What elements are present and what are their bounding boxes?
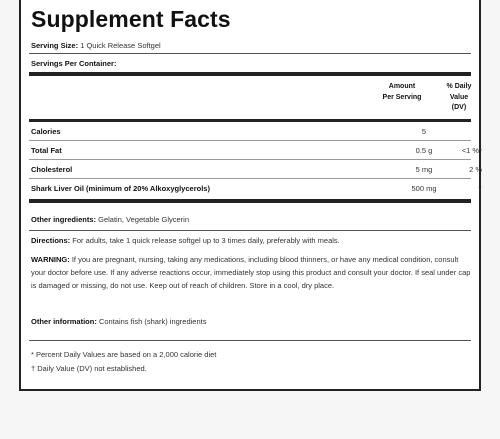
other-information-text: Contains fish (shark) ingredients xyxy=(98,317,207,326)
nutrient-name: Shark Liver Oil (minimum of 20% Alkoxyglycerols) xyxy=(31,184,210,193)
thick-divider xyxy=(29,72,471,76)
footnote-percent-dv: * Percent Daily Values are based on a 2,000 calorie diet xyxy=(31,350,217,359)
nutrient-amount: 0.5 g xyxy=(415,146,433,155)
warning-text: If you are pregnant, nursing, taking any medications, including blood thinners, or have any medical condition, consult your doctor before use. If any adverse reactions occur, immediately stop using this product and consult your doctor. If seal under cap is damaged or missing, do not use. Keep out of reach of children. Store in a cool, dry place. xyxy=(31,255,471,290)
divider xyxy=(29,230,471,231)
per-serving-header-line: Per Serving xyxy=(382,93,422,101)
divider xyxy=(29,53,471,54)
serving-size xyxy=(31,41,161,50)
panel-title: Supplement Facts xyxy=(31,6,231,32)
nutrient-amount: 500 mg xyxy=(411,184,437,193)
divider xyxy=(29,340,471,341)
nutrient-name: Total Fat xyxy=(31,146,62,155)
serving-size-value: 1 Quick Release Softgel xyxy=(80,41,161,50)
nutrient-dv: 2 % xyxy=(469,165,482,174)
other-ingredients-label: Other ingredients: xyxy=(31,215,97,224)
nutrient-dv: † xyxy=(477,184,482,193)
other-information xyxy=(31,315,471,328)
nutrient-row xyxy=(29,122,471,141)
value-header-line: Value xyxy=(449,93,469,101)
nutrient-row xyxy=(29,160,482,179)
other-information-label: Other information: xyxy=(31,317,97,326)
footnote-dv-not-established: † Daily Value (DV) not established. xyxy=(31,364,147,373)
supplement-facts-panel xyxy=(19,0,481,391)
amount-per-serving-header xyxy=(368,82,436,103)
nutrient-row xyxy=(29,141,482,160)
servings-per-container xyxy=(31,59,116,68)
other-ingredients xyxy=(31,213,471,226)
nutrient-amount: 5 xyxy=(421,127,427,136)
directions xyxy=(31,234,471,247)
dv-header-line: (DV) xyxy=(451,104,467,111)
serving-size-label: Serving Size: xyxy=(31,41,79,50)
warning xyxy=(31,253,471,292)
daily-header-line: % Daily xyxy=(446,83,472,90)
thick-divider xyxy=(29,199,471,203)
directions-label: Directions: xyxy=(31,236,71,245)
warning-label: WARNING: xyxy=(31,255,70,264)
nutrient-amount: 5 mg xyxy=(415,165,433,174)
daily-value-header xyxy=(439,82,479,114)
other-ingredients-text: Gelatin, Vegetable Glycerin xyxy=(98,215,189,224)
amount-header-line: Amount xyxy=(388,83,416,90)
nutrient-name: Calories xyxy=(31,127,61,136)
nutrient-row xyxy=(29,179,482,198)
nutrient-dv: <1 %* xyxy=(461,146,482,155)
directions-text: For adults, take 1 quick release softgel up to 3 times daily, preferably with meals. xyxy=(72,236,340,245)
nutrient-name: Cholesterol xyxy=(31,165,73,174)
servings-per-container-label: Servings Per Container: xyxy=(31,59,117,68)
